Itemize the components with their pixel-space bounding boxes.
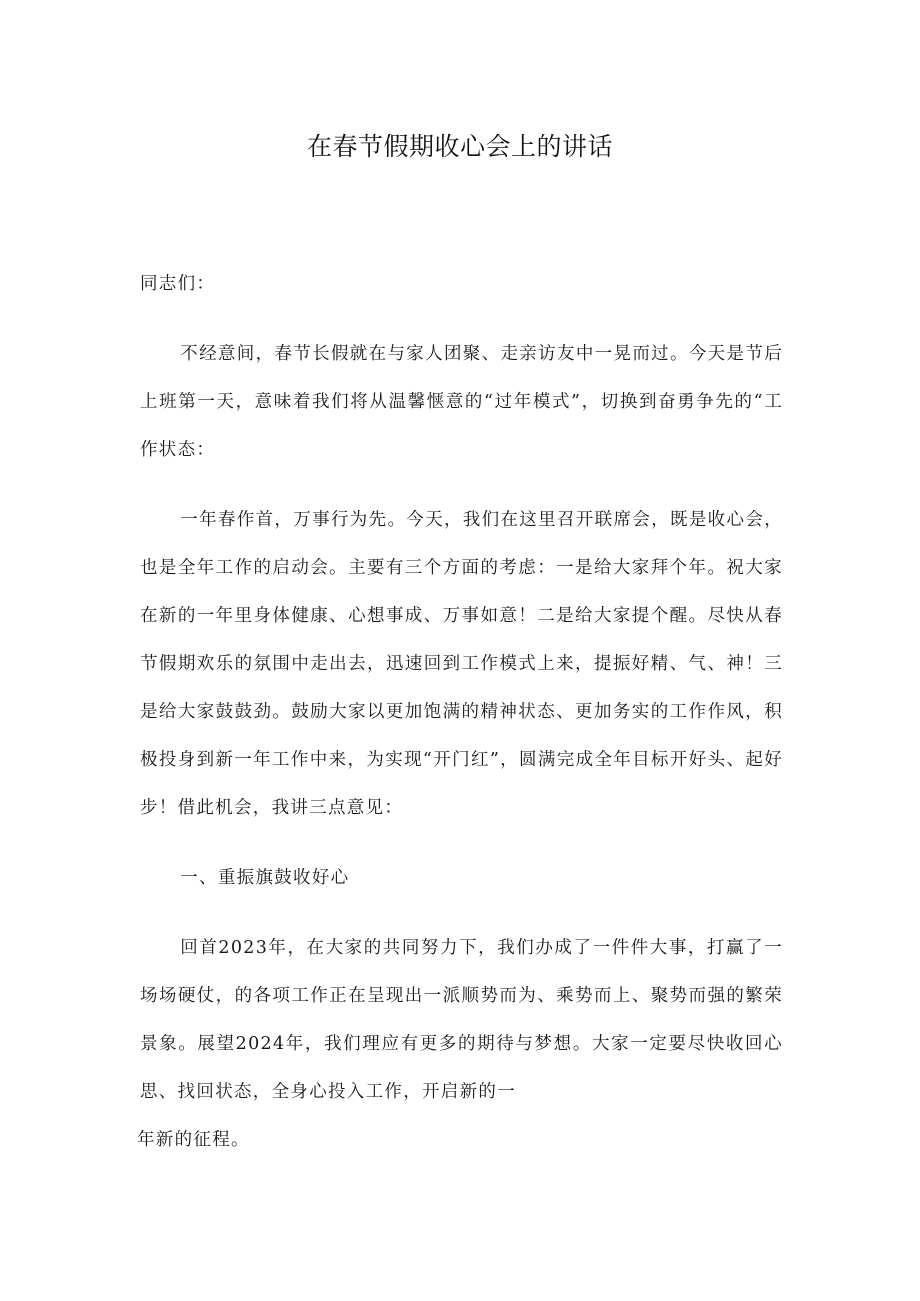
section-1-paragraph: 回首2023年，在大家的共同努力下，我们办成了一件件大事，打赢了一场场硬仗，的各项工作正在呈现出一派顺势而为、乘势而上、聚势而强的繁荣景象。展望2024年，我们理应有更多的期待与梦想。大家一定要尽快收回心思、找回状态，全身心投入工作，开启新的一: [140, 938, 783, 1102]
paragraph-1: 不经意间，春节长假就在与家人团聚、走亲访友中一晃而过。今天是节后上班第一天，意味着我们将从温馨惬意的“过年模式”，切换到奋勇争先的“工作状态：: [140, 344, 783, 460]
section-1-paragraph-tail: 年新的征程。: [137, 1130, 250, 1150]
salutation: 同志们：: [140, 274, 216, 294]
paragraph-2: 一年春作首，万事行为先。今天，我们在这里召开联席会，既是收心会，也是全年工作的启动会。主要有三个方面的考虑：一是给大家拜个年。祝大家在新的一年里身体健康、心想事成、万事如意！二是给大家提个醒。尽快从春节假期欢乐的氛围中走出去，迅速回到工作模式上来，提振好精、气、神！三是给大家鼓鼓劲。鼓励大家以更加饱满的精神状态、更加务实的工作作风，积极投身到新一年工作中来，为实现“开门红”，圆满完成全年目标开好头、起好步！借此机会，我讲三点意见：: [140, 510, 783, 818]
section-heading-1: 一、重振旗鼓收好心: [180, 868, 350, 888]
document-title: 在春节假期收心会上的讲话: [306, 132, 613, 161]
document-body: [137, 260, 783, 1164]
